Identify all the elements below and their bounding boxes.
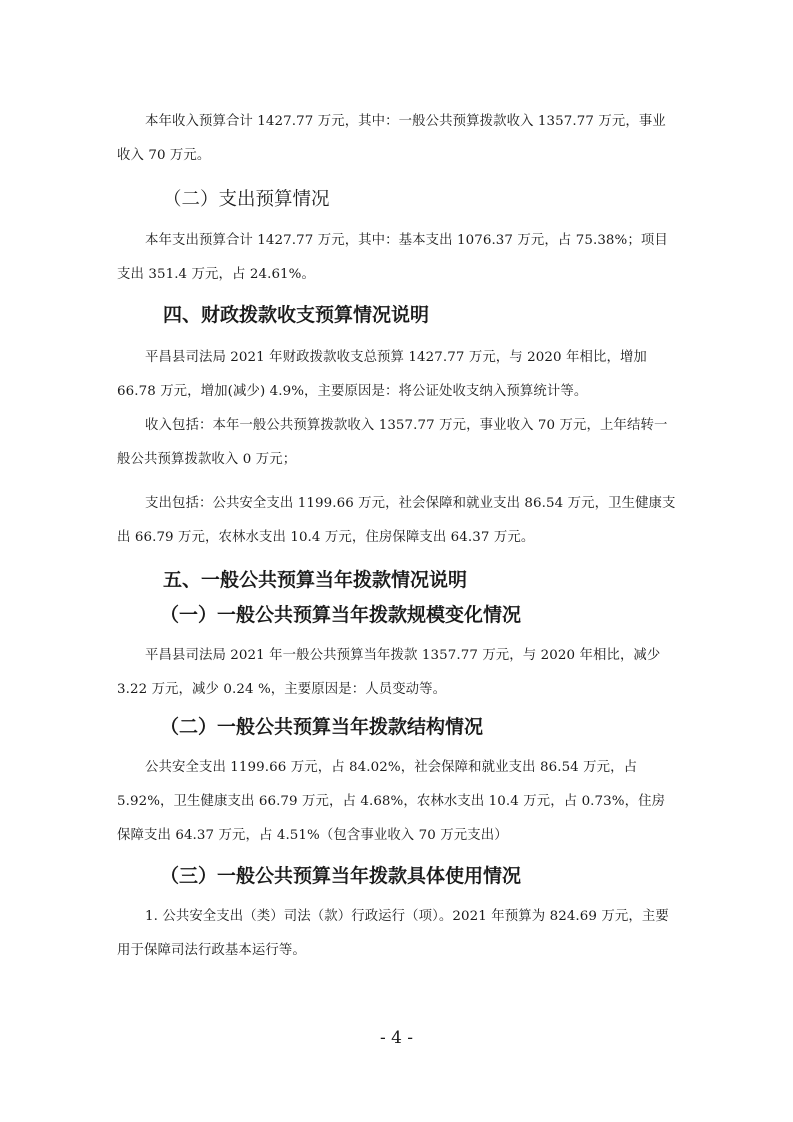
page-number: - 4 - (379, 1028, 414, 1048)
heading-expense-budget: （二）支出预算情况 (163, 189, 330, 210)
heading-sub-3: （三）一般公共预算当年拨款具体使用情况 (160, 865, 522, 887)
paragraph-income-total: 本年收入预算合计 1427.77 万元，其中：一般公共预算拨款收入 1357.77 万元，事业收入 70 万元。 (117, 114, 666, 163)
paragraph-fiscal-summary: 平昌县司法局 2021 年财政拨款收支总预算 1427.77 万元，与 2020 年相比，增加 66.78 万元，增加(减少) 4.9%，主要原因是：将公证处收支纳入预算统计等。 (117, 350, 647, 399)
paragraph-expense-detail: 支出包括：公共安全支出 1199.66 万元，社会保障和就业支出 86.54 万元，卫生健康支出 66.79 万元，农林水支出 10.4 万元，住房保障支出 64.37 万元。 (117, 496, 676, 545)
heading-section-4: 四、财政拨款收支预算情况说明 (163, 304, 430, 326)
paragraph-expense-total: 本年支出预算合计 1427.77 万元，其中：基本支出 1076.37 万元，占 75.38%；项目支出 351.4 万元，占 24.61%。 (117, 233, 668, 282)
heading-sub-1: （一）一般公共预算当年拨款规模变化情况 (160, 604, 522, 626)
paragraph-structure: 公共安全支出 1199.66 万元，占 84.02%，社会保障和就业支出 86.54 万元，占 5.92%，卫生健康支出 66.79 万元，占 4.68%，农林水支出 10.4 万元，占 0.73%，住房保障支出 64.37 万元，占 4.51%（包含事业收入 70 万元支出） (117, 760, 666, 843)
paragraph-usage-item-1: 1. 公共安全支出（类）司法（款）行政运行（项）。2021 年预算为 824.69 万元，主要用于保障司法行政基本运行等。 (117, 909, 669, 958)
heading-section-5: 五、一般公共预算当年拨款情况说明 (163, 569, 468, 591)
heading-sub-2: （二）一般公共预算当年拨款结构情况 (160, 716, 484, 738)
paragraph-scale-change: 平昌县司法局 2021 年一般公共预算当年拨款 1357.77 万元，与 2020 年相比，减少 3.22 万元，减少 0.24 %，主要原因是：人员变动等。 (117, 648, 661, 697)
paragraph-income-detail: 收入包括：本年一般公共预算拨款收入 1357.77 万元，事业收入 70 万元，上年结转一般公共预算拨款收入 0 万元； (117, 418, 668, 467)
